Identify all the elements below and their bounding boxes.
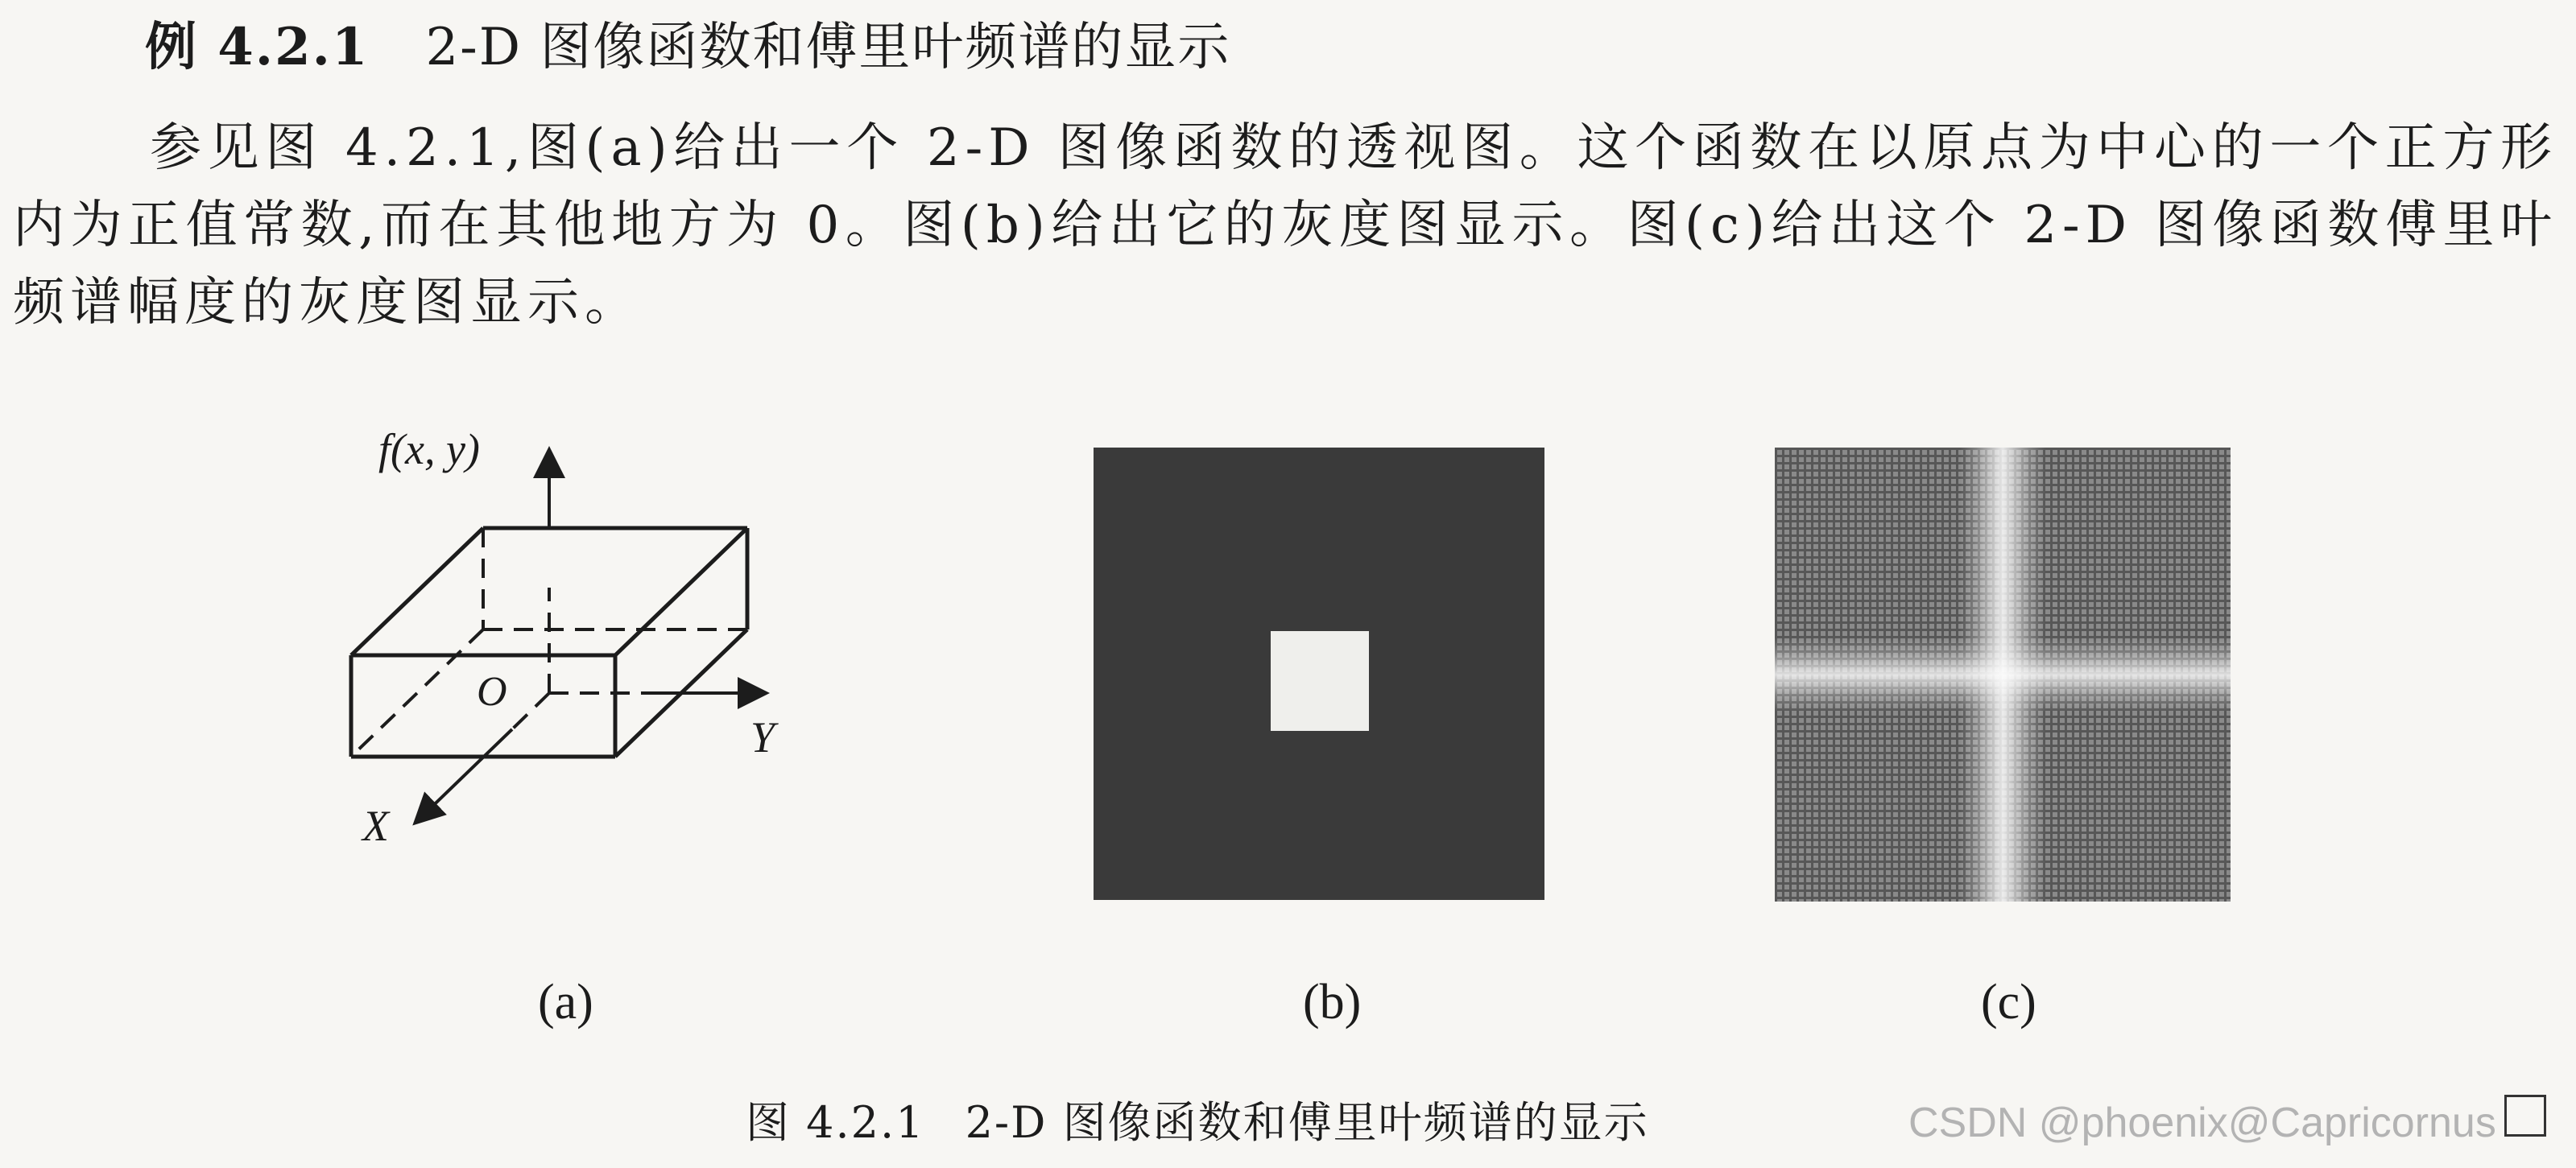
example-title: 2-D 图像函数和傅里叶频谱的显示 — [425, 18, 1231, 77]
axis-x-arrow — [417, 729, 512, 821]
bright-square — [1271, 631, 1369, 731]
box-edge — [351, 528, 483, 655]
axis-y-label: Y — [750, 713, 775, 761]
axis-x-label: X — [362, 802, 389, 850]
axis-f-label: f(x, y) — [378, 427, 480, 473]
figure-caption — [746, 1095, 1649, 1151]
box-diagram — [322, 427, 821, 861]
corner-square-icon — [2504, 1095, 2546, 1137]
hidden-axis-x — [512, 693, 549, 729]
example-number: 例 4.2.1 — [145, 17, 370, 77]
origin-label: O — [477, 669, 507, 715]
watermark: CSDN @phoenix@Capricornus — [1908, 1100, 2496, 1146]
figure-c-fourier-spectrum — [1775, 448, 2231, 902]
label-a: (a) — [538, 975, 593, 1030]
example-heading — [145, 13, 1230, 82]
body-paragraph: 参见图 4.2.1,图(a)给出一个 2-D 图像函数的透视图。这个函数在以原点为中心的一个正方形内为正值常数,而在其他地方为 0。图(b)给出它的灰度图显示。图(c)给出这个 2-D 图像函数傅里叶频谱幅度的灰度图显示。 — [13, 118, 2557, 332]
box-edge — [615, 528, 747, 655]
label-c: (c) — [1981, 975, 2036, 1030]
caption-title: 2-D 图像函数和傅里叶频谱的显示 — [965, 1097, 1649, 1148]
figure-b-grayscale-image — [1094, 448, 1544, 900]
hidden-edge — [351, 629, 483, 757]
figure-a-perspective-diagram — [322, 427, 821, 861]
label-b: (b) — [1303, 975, 1362, 1030]
caption-number: 图 4.2.1 — [746, 1097, 925, 1148]
